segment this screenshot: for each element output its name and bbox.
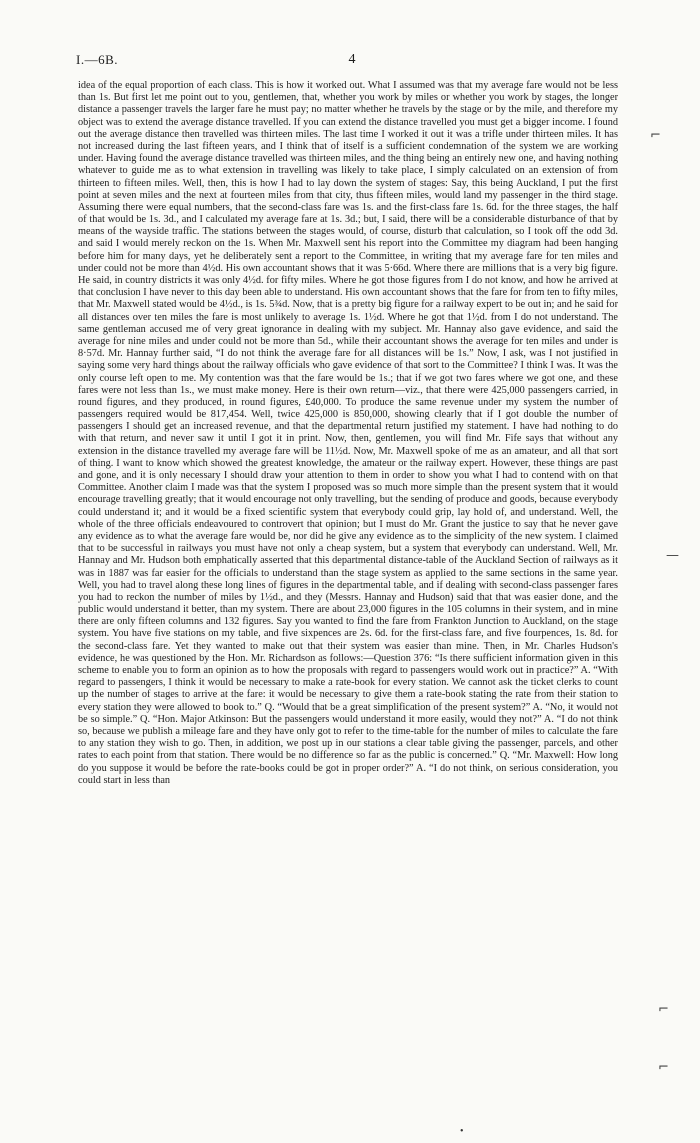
body-text xyxy=(78,80,618,787)
page-header xyxy=(76,52,628,70)
margin-mark: ⌐ xyxy=(650,128,661,143)
footer-mark: • xyxy=(460,1126,464,1137)
margin-mark: ⌐ xyxy=(658,1060,669,1075)
margin-mark: — xyxy=(666,548,679,563)
body-paragraph: idea of the equal proportion of each class. This is how it worked out. What I assumed was that my average fare would not be less than 1s. But first let me point out to you, gentlemen, that, whether you work by miles or whether you work by stages, the longer distance a passenger travels the larger fare he must pay; no matter whether he travels by the stage or by the mile, and therefore my object was to extend the average distance travelled. If you can extend the distance travelled you must get a bigger income. I found out the average distance then travelled was thirteen miles. The last time I worked it out it was a trifle under thirteen miles. It has not increased during the last fifteen years, and I think that of itself is a sufficient condemnation of the system we are working under. Having found the average distance travelled was thirteen miles, and the thing being an entirely new one, and having nothing whatever to guide me as to what extension in travelling was likely to take place, I simply calculated on an extension of from thirteen to fifteen miles. Well, then, this is how I had to lay down the system of stages: Say, this being Auckland, I put the first point at seven miles and the next at fourteen miles from that city, thus fifteen miles, would land my passenger in the third stage. Assuming there were equal numbers, that the second-class fare was 1s. and the first-class fare 1s. 6d. for the three stages, the half of that would be 1s. 3d., and I calculated my average fare at 1s. 3d.; but, I said, there will be a considerable disturbance of that by means of the wayside traffic. The stations between the stages would, of course, disturb that calculation, so I took off the odd 3d. and said I would merely reckon on the 1s. When Mr. Maxwell sent his report into the Committee my diagram had been hanging before him for many days, yet he deliberately sent a report to the Committee, in writing that my average fare for ten miles and under could not be more than 4½d. His own accountant shows that it was 5·66d. Where there are millions that is a very big figure. He said, in country districts it was only 4½d. for fifty miles. Where he got those figures from I do not know, and how he arrived at that conclusion I have never to this day been able to understand. His own accountant shows that the fare for from ten to fifty miles, that Mr. Maxwell stated would be 4½d., is 1s. 5¾d. Now, that is a pretty big figure for a railway expert to be out in; and he said for all distances over ten miles the fare is most unlikely to average 1s. 1½d. Where he got that 1½d. from I do not understand. The same gentleman accused me of very great ignorance in dealing with my subject. Mr. Hannay also gave evidence, and said the average for nine miles and under could not be more than 5d., while their accountant shows the average for ten miles and under is 8·57d. Mr. Hannay further said, “I do not think the average fare for all distances will be 1s.” Now, I ask, was I not justified in saying some very hard things about the railway officials who gave evidence of that sort to the Committee? I think I was. It was the only course left open to me. My contention was that the fare would be 1s.; that if we got two fares where we got one, and these fares were not less than 1s., we must make money. Here is their own return—viz., that there were 425,000 passengers carried, in round figures, and they produced, in round figures, £40,000. To produce the same revenue under my system the number of passengers required would be 817,454. Well, twice 425,000 is 850,000, showing clearly that if I got double the number of passengers I should get an increased revenue, and that the departmental return justified my statement. I have had nothing to do with that return, and never saw it until I got it in print. Now, then, gentlemen, you will find Mr. Fife says that without any extension in the distance travelled my average fare will be 11½d. Now, Mr. Maxwell spoke of me as an amateur, and all that sort of thing. I want to know which showed the greatest knowledge, the amateur or the railway expert. However, these things are past and gone, and it is only necessary I should draw your attention to them in order to show you what I had to contend with on that Committee. Another claim I made was that the system I proposed was so much more simple than the present system that it would encourage travelling greatly; that it would encourage not only travelling, but the sending of produce and goods, because everybody could understand it; and it would be a fixed scientific system that everybody could grip, lay hold of, and understand. Well, the whole of the three officials endeavoured to controvert that opinion; but I must do Mr. Grant the justice to say that he never gave any evidence as to what the average fare would be, nor did he give any evidence as to the simplicity of the new system. I claimed that to be successful in railways you must have not only a cheap system, but a system that everybody can understand. Well, Mr. Hannay and Mr. Hudson both emphatically asserted that this departmental distance-table of the Auckland Section of railways as it was in 1887 was far easier for the officials to understand than the stage system as applied to the same sections in the same year. Well, you had to travel along these long lines of figures in the departmental table, and if dealing with second-class passenger fares you had to reckon the number of miles by 1½d., and they (Messrs. Hannay and Hudson) said that that was easier done, and the public would understand it better, than my system. There are about 23,000 figures in the 105 columns in their system, and in mine there are only fifteen columns and 132 figures. Say you wanted to find the fare from Frankton Junction to Auckland, on the stage system. You have five stations on my table, and five sixpences are 2s. 6d. for the first-class fare, and five fourpences, 1s. 8d. for the second-class fare. Yet they wanted to make out that their system was easier than mine. Then, in Mr. Charles Hudson's evidence, he was questioned by the Hon. Mr. Richardson as follows:—Question 376: “Is there sufficient information given in this scheme to enable you to form an opinion as to how the proposals with regard to passengers would work out in practice?” A. “With regard to passengers, I think it would be necessary to make a rate-book for every station. We cannot ask the ticket clerks to count up the number of stages to arrive at the fare: it would be necessary to give them a rate-book stating the rate from their station to every station they were allowed to book to.” Q. “Would that be a great simplification of the present system?” A. “No, it would not be so simple.” Q. “Hon. Major Atkinson: But the passengers would understand it more easily, would they not?” A. “I do not think so, because we publish a mileage fare and they have only got to refer to the time-table for the number of miles to calculate the fare to any station they wish to go. Then, in addition, we post up in our stations a clear table giving the passenger, parcels, and other rates to each point from that station. There would be no difference so far as the public is concerned.” Q. “Mr. Maxwell: How long do you suppose it would be before the rate-books could be got in proper order?” A. “I do not think, on serious consideration, you could start in less than xyxy=(78,80,618,786)
margin-mark: ⌐ xyxy=(658,1002,669,1017)
document-reference: I.—6B. xyxy=(76,52,118,67)
page-number: 4 xyxy=(348,52,356,67)
